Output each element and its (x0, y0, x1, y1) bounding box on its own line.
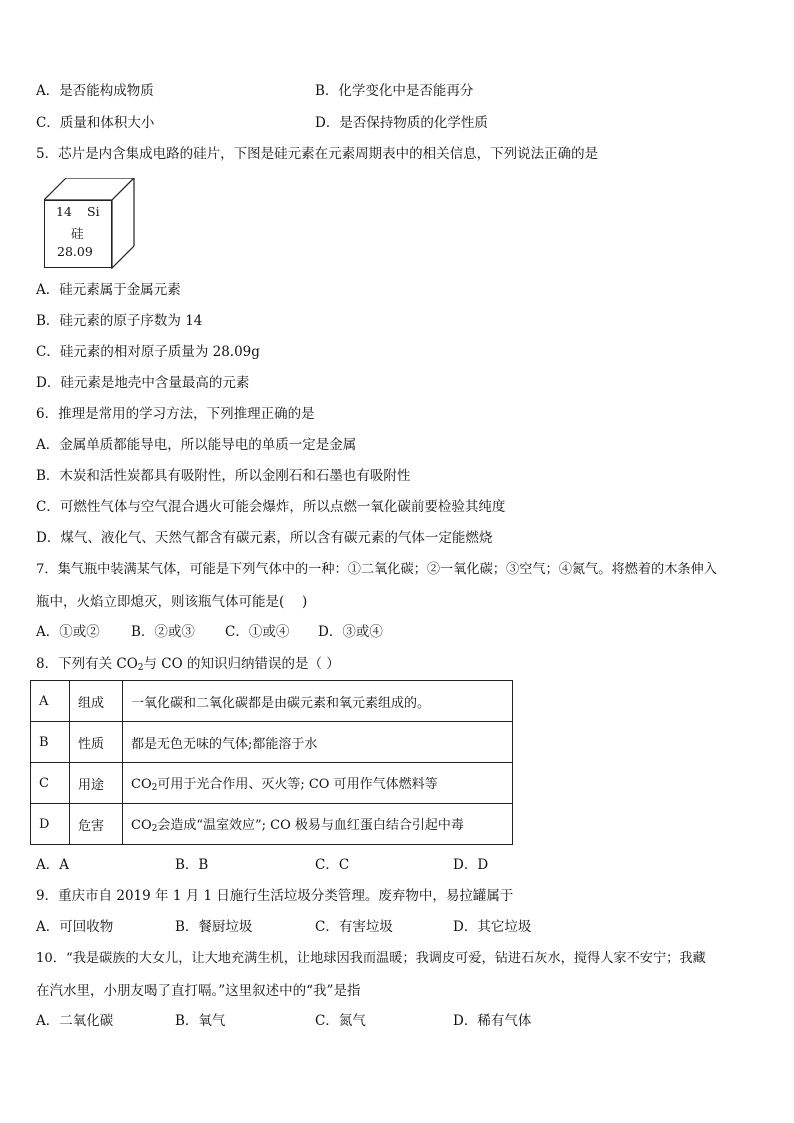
row-content (123, 804, 513, 845)
row-content-text: CO (131, 818, 152, 833)
q10-option-b: B．氧气 (175, 1013, 226, 1029)
q7-stem-line1: 7．集气瓶中装满某气体，可能是下列气体中的一种：①二氧化碳；②一氧化碳；③空气；④氮气。将燃着的木条伸入 (36, 562, 717, 577)
row-content (123, 722, 513, 763)
table-row (31, 722, 513, 763)
q10-stem-line2: 在汽水里，小朋友喝了直打嗝。”这里叙述中的“我”是指 (36, 983, 361, 999)
row-content-text-tail: 可用于光合作用、灭火等; CO 可用作气体燃料等 (157, 777, 438, 792)
q4-option-a: A．是否能构成物质 (36, 83, 154, 99)
row-content-text-tail: 会造成“温室效应”; CO 极易与血红蛋白结合引起中毒 (157, 818, 464, 833)
row-letter: D (31, 804, 70, 845)
row-letter: B (31, 722, 70, 763)
silicon-element-cell (44, 178, 136, 270)
cube-front-face (44, 200, 112, 268)
q10-stem-line1: 10．“我是碳族的大女儿，让大地充满生机，让地球因我而温暖；我调皮可爱，钻进石灰水，搅得人家不安宁；我藏 (36, 951, 706, 966)
row-content (123, 681, 513, 722)
q9-option-b: B．餐厨垃圾 (175, 919, 253, 935)
table-row (31, 804, 513, 845)
q7-option-a: A．①或② (36, 624, 100, 640)
table-row (31, 763, 513, 804)
row-content-text: CO (131, 777, 152, 792)
q8-option-a: A．A (36, 857, 69, 873)
q7-option-c: C．①或④ (225, 624, 290, 640)
q4-option-c: C．质量和体积大小 (36, 115, 155, 131)
q4-option-d: D．是否保持物质的化学性质 (315, 115, 488, 131)
row-category: 用途 (70, 763, 123, 804)
row-letter: A (31, 681, 70, 722)
q8-stem-text-tail: 与 CO 的知识归纳错误的是（ ） (143, 656, 340, 672)
row-content (123, 763, 513, 804)
q8-knowledge-table (30, 680, 513, 845)
row-content-subscript: 2 (151, 824, 158, 834)
q8-option-d: D．D (453, 857, 489, 873)
q9-option-c: C．有害垃圾 (315, 919, 393, 935)
q9-stem: 9．重庆市自 2019 年 1 月 1 日施行生活垃圾分类管理。废弃物中，易拉罐属于 (36, 888, 514, 904)
q10-option-d: D．稀有气体 (453, 1013, 532, 1029)
q5-option-a: A．硅元素属于金属元素 (36, 282, 181, 298)
q8-stem-subscript: 2 (137, 663, 144, 673)
q8-stem (36, 654, 340, 678)
q6-option-d: D．煤气、液化气、天然气都含有碳元素，所以含有碳元素的气体一定能燃烧 (36, 530, 493, 546)
element-symbol: Si (87, 204, 100, 219)
q5-option-b: B．硅元素的原子序数为 14 (36, 313, 203, 329)
q7-option-b: B．②或③ (131, 624, 195, 640)
row-content-subscript: 2 (151, 783, 158, 793)
row-category: 组成 (70, 681, 123, 722)
q7-stem-line2: 瓶中，火焰立即熄灭，则该瓶气体可能是( ) (36, 594, 308, 610)
row-content-text: 都是无色无味的气体;都能溶于水 (131, 736, 318, 752)
q6-option-a: A．金属单质都能导电，所以能导电的单质一定是金属 (36, 437, 357, 453)
row-category: 危害 (70, 804, 123, 845)
q5-option-d: D．硅元素是地壳中含量最高的元素 (36, 375, 250, 391)
q8-option-b: B．B (175, 857, 209, 873)
q4-option-b: B．化学变化中是否能再分 (315, 83, 474, 99)
q6-option-b: B．木炭和活性炭都具有吸附性，所以金刚石和石墨也有吸附性 (36, 468, 411, 484)
q5-stem: 5．芯片是内含集成电路的硅片，下图是硅元素在元素周期表中的相关信息，下列说法正确的是 (36, 146, 599, 162)
q6-option-c: C．可燃性气体与空气混合遇火可能会爆炸，所以点燃一氧化碳前要检验其纯度 (36, 499, 506, 515)
q10-option-c: C．氮气 (315, 1013, 366, 1029)
row-letter: C (31, 763, 70, 804)
q8-stem-text: 8．下列有关 CO (36, 656, 138, 672)
element-name: 硅 (71, 226, 84, 241)
atomic-number: 14 (56, 204, 72, 219)
q5-option-c: C．硅元素的相对原子质量为 28.09g (36, 344, 260, 360)
row-category: 性质 (70, 722, 123, 763)
table-row (31, 681, 513, 722)
q8-option-c: C．C (315, 857, 350, 873)
q10-option-a: A．二氧化碳 (36, 1013, 114, 1029)
q9-option-a: A．可回收物 (36, 919, 114, 935)
q6-stem: 6．推理是常用的学习方法，下列推理正确的是 (36, 406, 315, 422)
row-content-text: 一氧化碳和二氧化碳都是由碳元素和氧元素组成的。 (131, 695, 431, 711)
q9-option-d: D．其它垃圾 (453, 919, 532, 935)
q7-option-d: D．③或④ (318, 624, 383, 640)
atomic-mass: 28.09 (57, 244, 93, 259)
